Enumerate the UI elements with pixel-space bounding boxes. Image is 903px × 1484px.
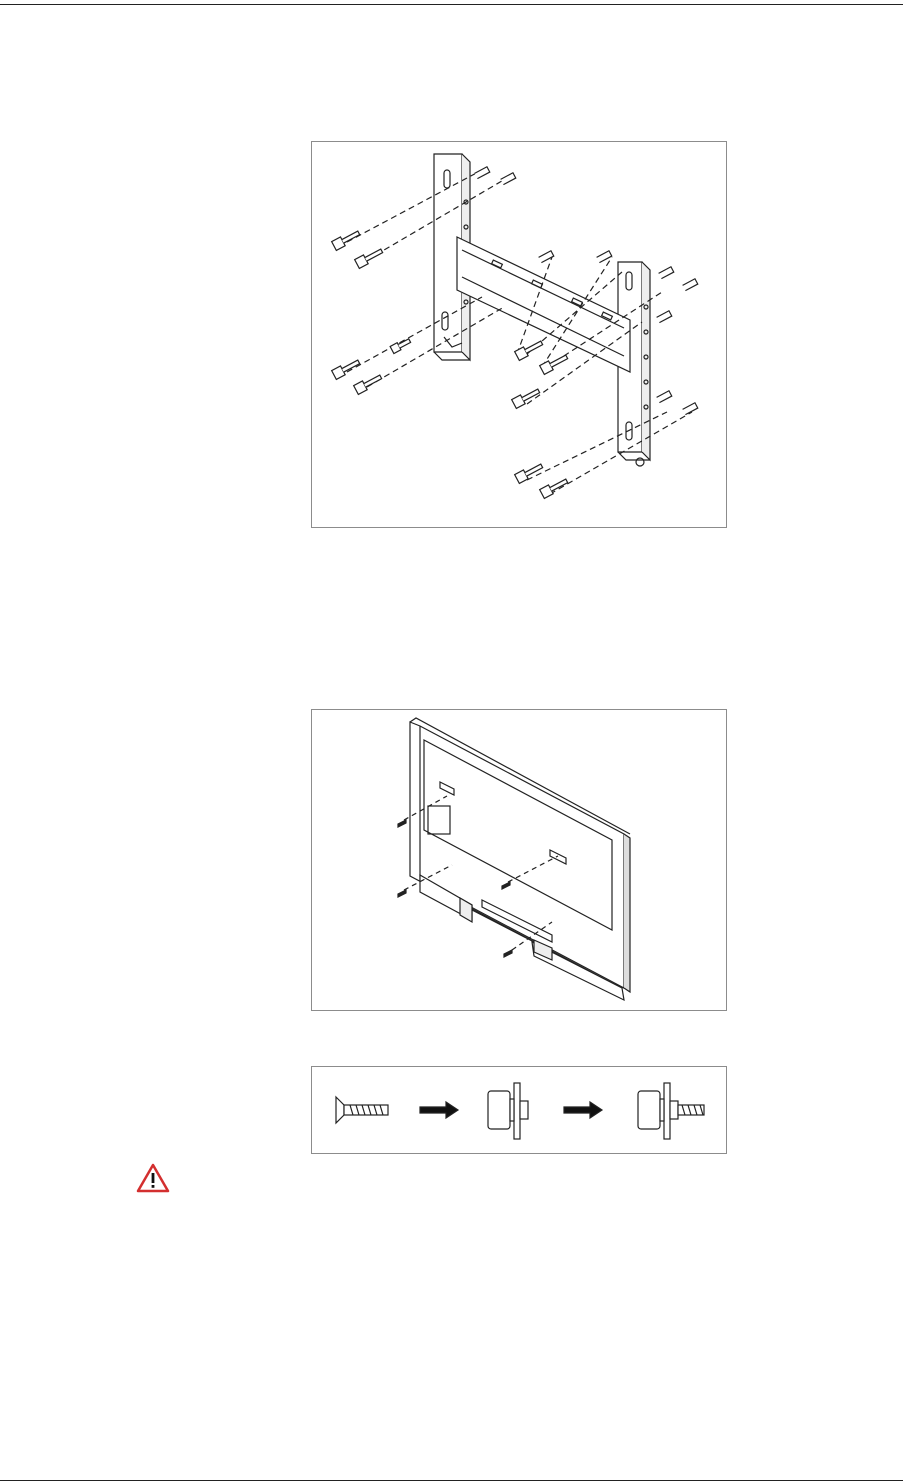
- arrow-right-icon: [420, 1102, 458, 1118]
- screw-icon: [336, 1097, 388, 1123]
- footer-rule: [0, 1480, 903, 1481]
- warning-triangle-icon: [136, 1163, 170, 1193]
- monitor-rear-screw-diagram: [311, 709, 727, 1011]
- monitor-body: [410, 718, 630, 992]
- spacer-icon: [488, 1083, 528, 1139]
- arrow-right-icon: [564, 1102, 602, 1118]
- screw-spacer-sequence-diagram: [311, 1066, 727, 1154]
- header-rule: [0, 4, 903, 5]
- spacer-with-screw-icon: [638, 1083, 704, 1139]
- wall-mount-bracket-assembly-diagram: [311, 141, 727, 528]
